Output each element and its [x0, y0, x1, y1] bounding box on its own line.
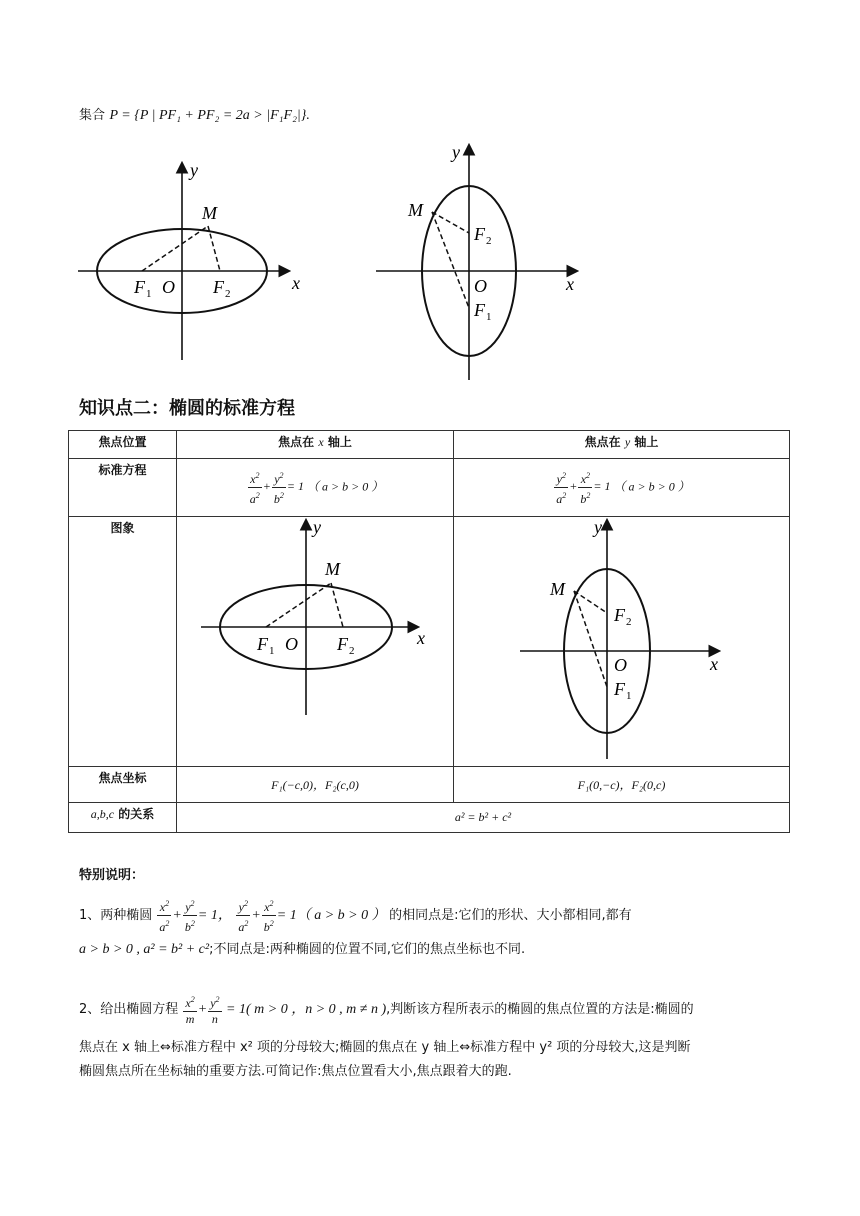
- f2-label: F: [474, 224, 485, 244]
- set-prefix: 集合: [79, 108, 106, 123]
- section-heading: 知识点二：椭圆的标准方程: [79, 398, 295, 419]
- eq-x-formula: $\frac{x^2}{a^2}$ + $\frac{y^2}{b^2}$ = 1: [247, 479, 307, 493]
- row-graph: 图象: [69, 517, 177, 767]
- note-1: [79, 896, 791, 960]
- foci-x-value: F₁(−c,0)，F₂(c,0): [177, 767, 454, 803]
- x-label: x: [292, 273, 300, 293]
- y-label: y: [452, 142, 460, 162]
- header-focus-on-y: [454, 431, 790, 459]
- graph-y-cell: [454, 517, 790, 767]
- eq-y-cell: [454, 459, 790, 517]
- note-2-mnemonic: 椭圆焦点所在坐标轴的重要方法.可简记作:焦点位置看大小,焦点跟着大的跑.: [79, 1064, 512, 1079]
- header-y-var: y: [624, 435, 631, 449]
- header-x-var: x: [318, 435, 324, 449]
- note-1-intro: 1、两种椭圆: [79, 908, 153, 923]
- abc-relation-value: a² = b² + c²: [177, 803, 790, 833]
- note-2-method: ,判断该方程所表示的椭圆的焦点位置的方法是:椭圆的: [386, 1002, 694, 1017]
- abc-relation-label: 的关系: [118, 807, 155, 821]
- set-formula: P = {P | PF₁ + PF₂ = 2a > |F₁F₂|}.: [109, 108, 310, 123]
- y-label: y: [594, 517, 602, 537]
- f1-sub: 1: [146, 288, 152, 300]
- f2-label: F: [337, 634, 348, 654]
- eq-y-condition: （ a > b > 0 ）: [613, 479, 690, 494]
- f2-sub: 2: [626, 616, 632, 628]
- dashed-mf1: [432, 212, 469, 308]
- y-label: y: [190, 160, 198, 180]
- f1-sub: 1: [486, 311, 492, 323]
- note-1-conditions: a > b > 0 , a² = b² + c²: [79, 942, 210, 957]
- dashed-mf1: [574, 591, 607, 687]
- note-2-conditions: = 1( m > 0 ，n > 0 , m ≠ n ): [226, 1002, 387, 1017]
- note-2-rule: 焦点在 x 轴上⇔标准方程中 x² 项的分母较大;椭圆的焦点在 y 轴上⇔标准方程中 y² 项的分母较大,这是判断: [79, 1040, 691, 1055]
- dashed-mf1: [142, 226, 208, 271]
- f1-label: F: [614, 679, 625, 699]
- special-notes-title: 特别说明：: [79, 868, 145, 883]
- ellipse-x-figure-table: [177, 517, 453, 763]
- row-abc-relation: [69, 803, 177, 833]
- row-standard-equation: 标准方程: [69, 459, 177, 517]
- f2-label: F: [213, 277, 224, 297]
- ellipse-y-figure-table: [454, 517, 788, 763]
- f2-sub: 2: [349, 645, 355, 657]
- graph-x-cell: [177, 517, 454, 767]
- f1-label: F: [474, 300, 485, 320]
- header-x-suffix: 轴上: [327, 435, 352, 449]
- f1-sub: 1: [269, 645, 275, 657]
- note-1-same: 的相同点是:它们的形状、大小都相同,都有: [389, 908, 632, 923]
- x-label: x: [710, 654, 718, 674]
- f1-label: F: [257, 634, 268, 654]
- f2-sub: 2: [486, 235, 492, 247]
- header-focus-on-x: [177, 431, 454, 459]
- x-label: x: [417, 628, 425, 648]
- f2-label: F: [614, 605, 625, 625]
- o-label: O: [474, 276, 487, 296]
- f2-sub: 2: [225, 288, 231, 300]
- dashed-mf1: [266, 583, 331, 627]
- f1-sub: 1: [626, 690, 632, 702]
- note-1-eq1: $\frac{x^2}{a^2}$ + $\frac{y^2}{b^2}$ = 1， $\frac{y^2}{a^2}$ + $\frac{x^2}{b^2}$ = 1（ a > b > 0 ）: [156, 908, 389, 923]
- m-label: M: [408, 200, 423, 220]
- dashed-mf2: [432, 212, 469, 233]
- m-label: M: [325, 559, 340, 579]
- eq-x-condition: （ a > b > 0 ）: [307, 479, 384, 494]
- eq-y-formula: $\frac{y^2}{a^2}$ + $\frac{x^2}{b^2}$ = 1: [553, 479, 613, 493]
- header-focus-position: 焦点位置: [69, 431, 177, 459]
- dashed-mf2: [574, 591, 607, 613]
- header-x-prefix: 焦点在: [278, 435, 315, 449]
- m-label: M: [550, 579, 565, 599]
- x-label: x: [566, 274, 574, 294]
- eq-x-cell: [177, 459, 454, 517]
- dashed-mf2: [331, 583, 343, 627]
- foci-y-value: F₁(0,−c)，F₂(0,c): [454, 767, 790, 803]
- o-label: O: [162, 277, 175, 297]
- abc-vars: a,b,c: [90, 807, 115, 821]
- header-y-prefix: 焦点在: [584, 435, 621, 449]
- f1-label: F: [134, 277, 145, 297]
- note-1-diff: ;不同点是:两种椭圆的位置不同,它们的焦点坐标也不同.: [209, 942, 526, 957]
- note-2-eq: $\frac{x^2}{m}$ + $\frac{y^2}{n}$: [182, 1002, 226, 1017]
- o-label: O: [285, 634, 298, 654]
- note-2-intro: 2、给出椭圆方程: [79, 1002, 179, 1017]
- ellipse-table: [68, 430, 790, 833]
- o-label: O: [614, 655, 627, 675]
- set-definition: [79, 104, 310, 124]
- ellipse-y-figure-top: [370, 140, 590, 385]
- row-focus-coordinates: 焦点坐标: [69, 767, 177, 803]
- ellipse-x-figure-top: [70, 150, 320, 365]
- m-label: M: [202, 203, 217, 223]
- y-label: y: [313, 517, 321, 537]
- header-y-suffix: 轴上: [634, 435, 659, 449]
- note-2: [79, 990, 791, 1082]
